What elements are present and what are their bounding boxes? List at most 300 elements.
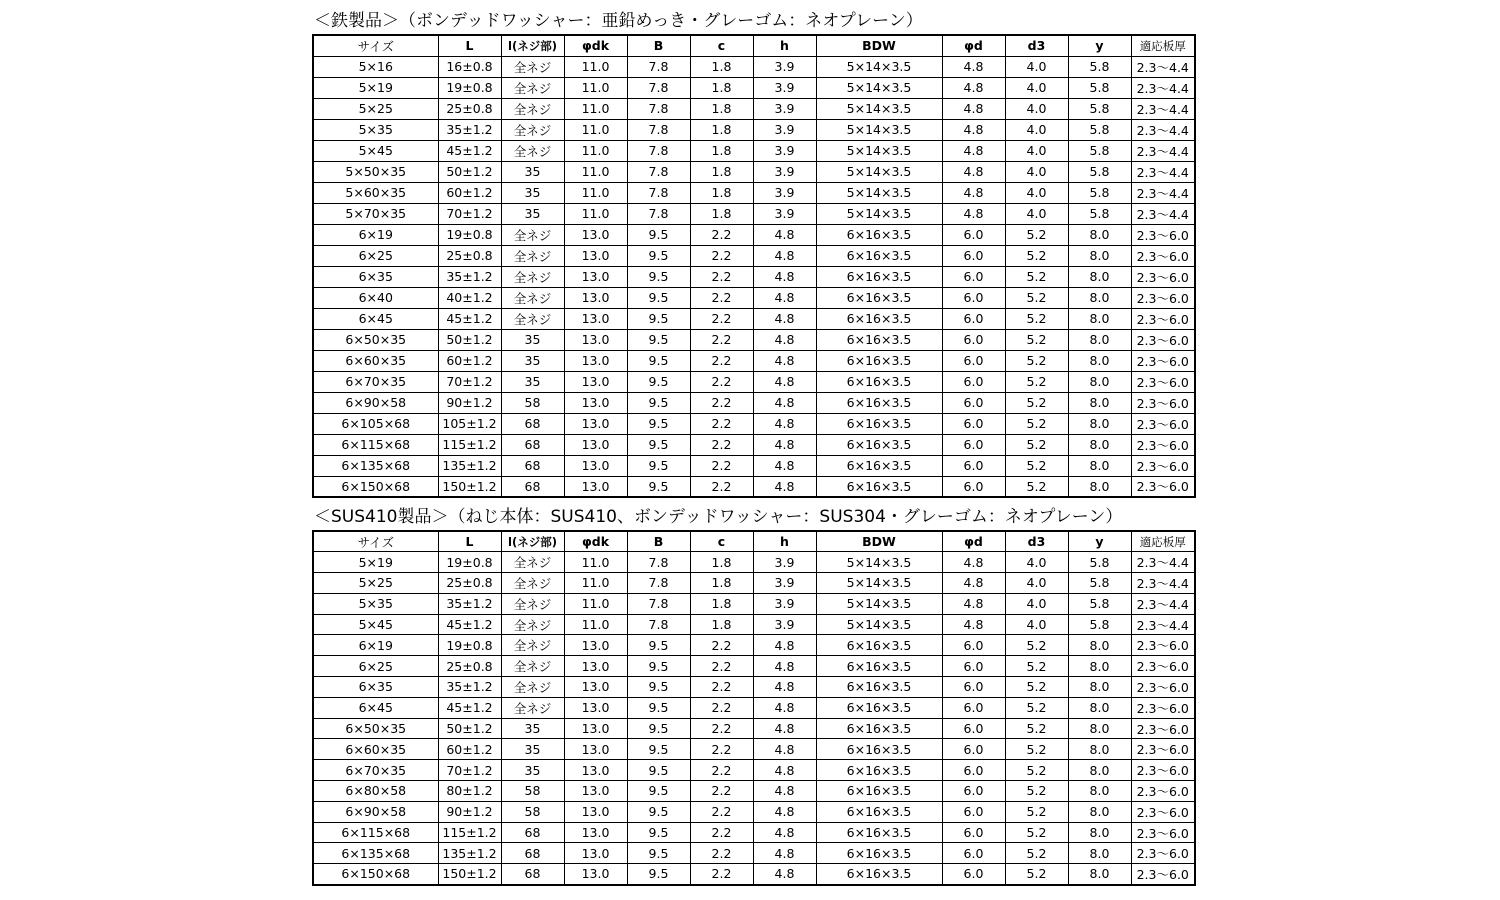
table-cell: 4.8 (942, 77, 1005, 98)
table-cell: 11.0 (564, 573, 627, 594)
table-cell: 全ネジ (501, 614, 564, 635)
table-cell: 5.2 (1005, 413, 1068, 434)
table-cell: 6.0 (942, 635, 1005, 656)
table-cell: 2.2 (690, 287, 753, 308)
table-cell: 9.5 (627, 843, 690, 864)
table-row (313, 593, 1195, 614)
table-cell: 6×135×68 (313, 455, 438, 476)
table-cell: 5.2 (1005, 392, 1068, 413)
table-cell: 9.5 (627, 781, 690, 802)
table-cell: 3.9 (753, 182, 816, 203)
table-cell: 4.8 (942, 593, 1005, 614)
table-cell: 2.3〜4.4 (1131, 573, 1195, 594)
table-cell: 5×14×3.5 (816, 552, 942, 573)
table-cell: 5×45 (313, 614, 438, 635)
header-cell: h (753, 531, 816, 552)
header-cell: d3 (1005, 531, 1068, 552)
table-cell: 6×19 (313, 635, 438, 656)
table-cell: 5.8 (1068, 119, 1131, 140)
header-cell: サイズ (313, 35, 438, 56)
table-cell: 5.2 (1005, 635, 1068, 656)
table-row (313, 573, 1195, 594)
table-cell: 68 (501, 455, 564, 476)
table-cell: 6.0 (942, 287, 1005, 308)
table-cell: 2.2 (690, 739, 753, 760)
table-cell: 4.0 (1005, 98, 1068, 119)
header-cell: 適応板厚 (1131, 35, 1195, 56)
table-cell: 5.2 (1005, 245, 1068, 266)
table-cell: 8.0 (1068, 266, 1131, 287)
table-cell: 5×19 (313, 77, 438, 98)
table-cell: 6.0 (942, 476, 1005, 497)
table-cell: 6×70×35 (313, 371, 438, 392)
table-cell: 2.3〜6.0 (1131, 781, 1195, 802)
table-cell: 5.2 (1005, 801, 1068, 822)
table-cell: 3.9 (753, 56, 816, 77)
table-cell: 4.8 (942, 98, 1005, 119)
table-cell: 6×115×68 (313, 822, 438, 843)
table-cell: 2.3〜4.4 (1131, 77, 1195, 98)
table-cell: 2.3〜4.4 (1131, 161, 1195, 182)
table-cell: 13.0 (564, 329, 627, 350)
table-cell: 25±0.8 (438, 245, 501, 266)
header-cell: d3 (1005, 35, 1068, 56)
table-cell: 35 (501, 203, 564, 224)
table-cell: 2.3〜4.4 (1131, 614, 1195, 635)
table-cell: 6.0 (942, 656, 1005, 677)
table-cell: 6.0 (942, 224, 1005, 245)
table-cell: 135±1.2 (438, 455, 501, 476)
header-row (313, 531, 1195, 552)
table-cell: 5×25 (313, 573, 438, 594)
section-sus410 (312, 504, 1194, 886)
table-cell: 9.5 (627, 371, 690, 392)
table-cell: 6×35 (313, 266, 438, 287)
table-cell: 5×60×35 (313, 182, 438, 203)
table-cell: 6.0 (942, 413, 1005, 434)
table-cell: 19±0.8 (438, 552, 501, 573)
table-cell: 6×45 (313, 308, 438, 329)
table-cell: 2.2 (690, 245, 753, 266)
table-cell: 35±1.2 (438, 119, 501, 140)
table-cell: 3.9 (753, 119, 816, 140)
table-cell: 45±1.2 (438, 614, 501, 635)
table-cell: 13.0 (564, 677, 627, 698)
table-cell: 4.8 (753, 822, 816, 843)
table-cell: 9.5 (627, 656, 690, 677)
table-row (313, 656, 1195, 677)
table-row (313, 350, 1195, 371)
table-cell: 40±1.2 (438, 287, 501, 308)
table-cell: 6×40 (313, 287, 438, 308)
table-cell: 8.0 (1068, 718, 1131, 739)
table-cell: 13.0 (564, 635, 627, 656)
table-cell: 5.8 (1068, 161, 1131, 182)
table-cell: 11.0 (564, 552, 627, 573)
table-cell: 7.8 (627, 203, 690, 224)
table-cell: 6.0 (942, 371, 1005, 392)
table-cell: 8.0 (1068, 843, 1131, 864)
header-cell: BDW (816, 35, 942, 56)
table-cell: 35 (501, 350, 564, 371)
table-cell: 4.8 (753, 266, 816, 287)
table-cell: 45±1.2 (438, 697, 501, 718)
table-cell: 13.0 (564, 308, 627, 329)
table-cell: 5×14×3.5 (816, 573, 942, 594)
table-cell: 2.3〜6.0 (1131, 350, 1195, 371)
table-cell: 8.0 (1068, 224, 1131, 245)
table-cell: 5×70×35 (313, 203, 438, 224)
table-cell: 6×16×3.5 (816, 455, 942, 476)
table-row (313, 455, 1195, 476)
table-cell: 13.0 (564, 476, 627, 497)
table-cell: 8.0 (1068, 476, 1131, 497)
table-cell: 5.8 (1068, 614, 1131, 635)
table-cell: 6×16×3.5 (816, 266, 942, 287)
table-cell: 8.0 (1068, 434, 1131, 455)
table-cell: 58 (501, 801, 564, 822)
table-row (313, 392, 1195, 413)
table-cell: 2.2 (690, 308, 753, 329)
table-cell: 11.0 (564, 161, 627, 182)
table-cell: 90±1.2 (438, 801, 501, 822)
table-cell: 16±0.8 (438, 56, 501, 77)
table-row (313, 697, 1195, 718)
table-cell: 6×16×3.5 (816, 392, 942, 413)
table-cell: 2.3〜6.0 (1131, 801, 1195, 822)
section-iron (312, 8, 1194, 498)
table-cell: 11.0 (564, 77, 627, 98)
table-cell: 2.2 (690, 266, 753, 287)
table-cell: 9.5 (627, 822, 690, 843)
header-cell: φd (942, 35, 1005, 56)
table-cell: 5×14×3.5 (816, 77, 942, 98)
table-cell: 6×16×3.5 (816, 245, 942, 266)
table-cell: 7.8 (627, 119, 690, 140)
table-cell: 3.9 (753, 203, 816, 224)
table-cell: 6.0 (942, 350, 1005, 371)
table-cell: 6×16×3.5 (816, 476, 942, 497)
header-cell: φdk (564, 531, 627, 552)
table-row (313, 822, 1195, 843)
table-cell: 4.8 (753, 677, 816, 698)
table-cell: 2.3〜6.0 (1131, 455, 1195, 476)
table-cell: 2.3〜6.0 (1131, 308, 1195, 329)
table-cell: 2.2 (690, 329, 753, 350)
table-row (313, 614, 1195, 635)
table-cell: 60±1.2 (438, 182, 501, 203)
table-cell: 8.0 (1068, 287, 1131, 308)
table-cell: 4.8 (753, 392, 816, 413)
table-row (313, 413, 1195, 434)
table-cell: 2.3〜4.4 (1131, 140, 1195, 161)
table-cell: 13.0 (564, 266, 627, 287)
table-cell: 45±1.2 (438, 140, 501, 161)
table-cell: 3.9 (753, 161, 816, 182)
table-cell: 9.5 (627, 718, 690, 739)
table-cell: 2.2 (690, 822, 753, 843)
table-cell: 8.0 (1068, 635, 1131, 656)
table-cell: 4.8 (942, 203, 1005, 224)
table-cell: 4.8 (753, 371, 816, 392)
table-cell: 4.0 (1005, 56, 1068, 77)
table-cell: 9.5 (627, 329, 690, 350)
table-cell: 6×60×35 (313, 739, 438, 760)
table-cell: 6.0 (942, 718, 1005, 739)
header-cell: y (1068, 531, 1131, 552)
table-cell: 6×150×68 (313, 476, 438, 497)
table-cell: 8.0 (1068, 392, 1131, 413)
table-cell: 35±1.2 (438, 266, 501, 287)
table-cell: 135±1.2 (438, 843, 501, 864)
table-row (313, 801, 1195, 822)
table-cell: 115±1.2 (438, 434, 501, 455)
table-cell: 13.0 (564, 245, 627, 266)
table-cell: 8.0 (1068, 739, 1131, 760)
table-cell: 1.8 (690, 203, 753, 224)
header-cell: h (753, 35, 816, 56)
table-cell: 6×16×3.5 (816, 718, 942, 739)
table-cell: 13.0 (564, 392, 627, 413)
table-cell: 5.2 (1005, 350, 1068, 371)
table-cell: 8.0 (1068, 656, 1131, 677)
table-cell: 5×25 (313, 98, 438, 119)
table-cell: 2.2 (690, 697, 753, 718)
table-row (313, 140, 1195, 161)
table-cell: 8.0 (1068, 781, 1131, 802)
table-cell: 6×70×35 (313, 760, 438, 781)
table-cell: 7.8 (627, 140, 690, 161)
table-cell: 6×16×3.5 (816, 434, 942, 455)
table-cell: 58 (501, 392, 564, 413)
table-cell: 6×16×3.5 (816, 656, 942, 677)
table-cell: 6×150×68 (313, 864, 438, 885)
table-cell: 45±1.2 (438, 308, 501, 329)
table-cell: 13.0 (564, 843, 627, 864)
table-cell: 5.2 (1005, 308, 1068, 329)
table-cell: 6.0 (942, 329, 1005, 350)
table-cell: 2.2 (690, 635, 753, 656)
table-cell: 6×25 (313, 656, 438, 677)
table-cell: 3.9 (753, 552, 816, 573)
table-cell: 全ネジ (501, 224, 564, 245)
header-cell: l(ネジ部) (501, 531, 564, 552)
table-cell: 60±1.2 (438, 739, 501, 760)
table-cell: 6.0 (942, 760, 1005, 781)
table-cell: 80±1.2 (438, 781, 501, 802)
table-cell: 2.2 (690, 801, 753, 822)
table-row (313, 56, 1195, 77)
table-cell: 3.9 (753, 77, 816, 98)
table-cell: 35 (501, 718, 564, 739)
table-cell: 7.8 (627, 182, 690, 203)
table-cell: 6.0 (942, 864, 1005, 885)
table-cell: 2.2 (690, 224, 753, 245)
table-cell: 4.8 (753, 245, 816, 266)
table-cell: 1.8 (690, 77, 753, 98)
table-cell: 5.8 (1068, 77, 1131, 98)
table-cell: 9.5 (627, 434, 690, 455)
table-cell: 8.0 (1068, 697, 1131, 718)
table-cell: 7.8 (627, 56, 690, 77)
table-cell: 6×16×3.5 (816, 801, 942, 822)
table-cell: 5×14×3.5 (816, 140, 942, 161)
table-cell: 2.3〜6.0 (1131, 635, 1195, 656)
table-cell: 4.0 (1005, 161, 1068, 182)
table-cell: 2.3〜6.0 (1131, 656, 1195, 677)
table-cell: 6×16×3.5 (816, 329, 942, 350)
table-cell: 5×14×3.5 (816, 182, 942, 203)
table-cell: 5.8 (1068, 573, 1131, 594)
table-cell: 5.2 (1005, 718, 1068, 739)
table-cell: 4.8 (753, 455, 816, 476)
table-row (313, 266, 1195, 287)
table-row (313, 371, 1195, 392)
table-cell: 4.0 (1005, 140, 1068, 161)
table-cell: 50±1.2 (438, 161, 501, 182)
table-cell: 5.2 (1005, 843, 1068, 864)
header-cell: φdk (564, 35, 627, 56)
table-cell: 11.0 (564, 56, 627, 77)
table-cell: 11.0 (564, 182, 627, 203)
table-cell: 4.0 (1005, 182, 1068, 203)
table-cell: 2.2 (690, 843, 753, 864)
table-cell: 5.2 (1005, 822, 1068, 843)
table-cell: 8.0 (1068, 329, 1131, 350)
table-cell: 4.8 (753, 843, 816, 864)
table-cell: 2.3〜6.0 (1131, 371, 1195, 392)
table-cell: 6.0 (942, 266, 1005, 287)
table-cell: 150±1.2 (438, 476, 501, 497)
table-cell: 3.9 (753, 98, 816, 119)
table-row (313, 119, 1195, 140)
table-cell: 4.8 (753, 760, 816, 781)
table-cell: 6×16×3.5 (816, 781, 942, 802)
table-row (313, 864, 1195, 885)
table-cell: 4.8 (753, 413, 816, 434)
table-cell: 4.8 (942, 182, 1005, 203)
table-cell: 2.2 (690, 371, 753, 392)
table-cell: 5.2 (1005, 266, 1068, 287)
table-cell: 25±0.8 (438, 98, 501, 119)
spec-table-sus410 (312, 530, 1196, 886)
table-row (313, 245, 1195, 266)
table-cell: 6×105×68 (313, 413, 438, 434)
table-cell: 68 (501, 864, 564, 885)
table-cell: 2.3〜6.0 (1131, 718, 1195, 739)
table-cell: 全ネジ (501, 656, 564, 677)
table-cell: 9.5 (627, 392, 690, 413)
header-cell: c (690, 531, 753, 552)
table-cell: 2.3〜4.4 (1131, 593, 1195, 614)
table-row (313, 434, 1195, 455)
table-cell: 8.0 (1068, 245, 1131, 266)
table-cell: 4.8 (753, 697, 816, 718)
table-cell: 4.0 (1005, 593, 1068, 614)
table-cell: 2.3〜6.0 (1131, 677, 1195, 698)
header-cell: y (1068, 35, 1131, 56)
table-cell: 13.0 (564, 801, 627, 822)
table-cell: 25±0.8 (438, 656, 501, 677)
table-cell: 5×35 (313, 119, 438, 140)
table-cell: 5.2 (1005, 287, 1068, 308)
table-cell: 6×50×35 (313, 718, 438, 739)
table-cell: 5.2 (1005, 224, 1068, 245)
table-cell: 2.2 (690, 677, 753, 698)
table-cell: 9.5 (627, 350, 690, 371)
table-cell: 4.8 (753, 781, 816, 802)
table-cell: 4.8 (753, 308, 816, 329)
table-cell: 6.0 (942, 455, 1005, 476)
table-cell: 9.5 (627, 801, 690, 822)
table-cell: 7.8 (627, 77, 690, 98)
header-cell: L (438, 531, 501, 552)
table-cell: 35±1.2 (438, 593, 501, 614)
table-cell: 4.8 (753, 801, 816, 822)
table-cell: 19±0.8 (438, 635, 501, 656)
table-cell: 2.2 (690, 434, 753, 455)
table-row (313, 635, 1195, 656)
table-cell: 4.0 (1005, 573, 1068, 594)
table-cell: 全ネジ (501, 552, 564, 573)
table-cell: 5×35 (313, 593, 438, 614)
table-cell: 全ネジ (501, 140, 564, 161)
table-cell: 5.2 (1005, 371, 1068, 392)
table-cell: 60±1.2 (438, 350, 501, 371)
table-cell: 7.8 (627, 98, 690, 119)
table-cell: 5.8 (1068, 98, 1131, 119)
table-row (313, 182, 1195, 203)
table-cell: 35 (501, 182, 564, 203)
table-cell: 50±1.2 (438, 329, 501, 350)
table-cell: 9.5 (627, 697, 690, 718)
header-row (313, 35, 1195, 56)
table-cell: 6×90×58 (313, 392, 438, 413)
table-cell: 6×16×3.5 (816, 308, 942, 329)
table-cell: 4.8 (753, 864, 816, 885)
table-cell: 2.2 (690, 864, 753, 885)
table-cell: 1.8 (690, 182, 753, 203)
table-cell: 2.3〜6.0 (1131, 864, 1195, 885)
table-row (313, 760, 1195, 781)
table-cell: 13.0 (564, 656, 627, 677)
table-body-sus410 (313, 552, 1195, 885)
table-cell: 5.2 (1005, 455, 1068, 476)
table-cell: 2.3〜6.0 (1131, 760, 1195, 781)
table-cell: 6×16×3.5 (816, 697, 942, 718)
table-cell: 11.0 (564, 98, 627, 119)
table-cell: 11.0 (564, 119, 627, 140)
table-cell: 4.0 (1005, 614, 1068, 635)
table-cell: 35±1.2 (438, 677, 501, 698)
table-cell: 5×14×3.5 (816, 56, 942, 77)
table-cell: 1.8 (690, 56, 753, 77)
table-cell: 2.3〜6.0 (1131, 413, 1195, 434)
table-cell: 25±0.8 (438, 573, 501, 594)
table-cell: 2.2 (690, 781, 753, 802)
table-cell: 4.8 (753, 434, 816, 455)
table-cell: 5.2 (1005, 434, 1068, 455)
header-cell: B (627, 35, 690, 56)
table-cell: 5.8 (1068, 56, 1131, 77)
table-row (313, 98, 1195, 119)
table-row (313, 287, 1195, 308)
table-cell: 1.8 (690, 161, 753, 182)
table-cell: 8.0 (1068, 760, 1131, 781)
table-cell: 2.3〜6.0 (1131, 329, 1195, 350)
table-cell: 全ネジ (501, 119, 564, 140)
table-cell: 全ネジ (501, 98, 564, 119)
